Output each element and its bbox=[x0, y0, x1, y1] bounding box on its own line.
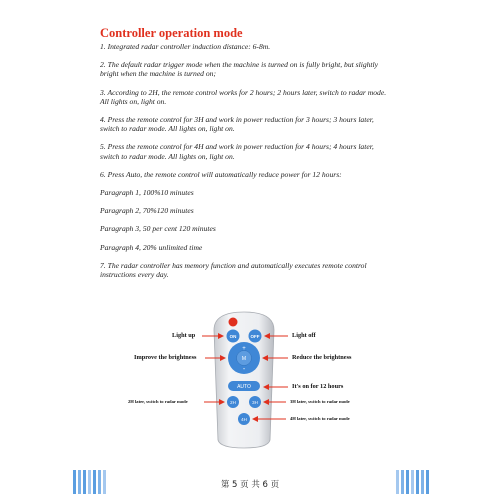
off-button-label: OFF bbox=[250, 334, 260, 339]
label-light-up: Light up bbox=[172, 332, 196, 339]
indicator-led bbox=[229, 318, 238, 327]
paragraph: 6. Press Auto, the remote control will automatically reduce power for 12 hours: bbox=[100, 169, 342, 179]
auto-label: AUTO bbox=[237, 384, 251, 390]
page-title: Controller operation mode bbox=[100, 26, 243, 40]
paragraph: Paragraph 4, 20% unlimited time bbox=[100, 242, 203, 252]
label-light-off: Light off bbox=[292, 332, 316, 339]
paragraph: 2. The default radar trigger mode when the machine is turned on is fully bright, but slightly bright when the machine is turned on; bbox=[100, 60, 378, 79]
label-2h-later: 2H later, switch to radar mode bbox=[128, 399, 188, 404]
page-number: 第 5 页 共 6 页 bbox=[220, 480, 280, 490]
2h-label: 2H bbox=[230, 400, 236, 405]
paragraph: 4. Press the remote control for 3H and work in power reduction for 3 hours; 3 hours later, switch to radar mode. All lights on, light on. bbox=[100, 115, 374, 134]
remote-body bbox=[214, 312, 274, 448]
paragraph: Paragraph 1, 100%10 minutes bbox=[100, 188, 194, 198]
paragraph: 3. According to 2H, the remote control works for 2 hours; 2 hours later, switch to radar mode. All lights on, light on. bbox=[100, 87, 387, 106]
label-improve-brightness: Improve the brightness bbox=[134, 354, 197, 361]
on-button-label: ON bbox=[229, 334, 237, 339]
paragraph: 7. The radar controller has memory function and automatically executes remote control instructions every day. bbox=[100, 260, 367, 280]
paragraph: Paragraph 2, 70%120 minutes bbox=[100, 206, 194, 216]
4h-label: 4H bbox=[241, 417, 247, 422]
label-4h-later: 4H later, switch to radar mode bbox=[290, 416, 350, 421]
minus-label: - bbox=[242, 366, 246, 373]
label-12-hours: It's on for 12 hours bbox=[292, 383, 344, 390]
paragraph: 1. Integrated radar controller induction distance: 6-8m. bbox=[100, 42, 271, 51]
label-reduce-brightness: Reduce the brightness bbox=[292, 354, 352, 361]
plus-label: + bbox=[242, 346, 246, 352]
paragraph: 5. Press the remote control for 4H and work in power reduction for 4 hours; 4 hours later, switch to radar mode. All lights on, light on. bbox=[100, 142, 374, 161]
label-3h-later: 3H later, switch to radar mode bbox=[290, 399, 350, 404]
m-label: M bbox=[241, 356, 247, 362]
3h-label: 3H bbox=[252, 400, 258, 405]
paragraph: Paragraph 3, 50 per cent 120 minutes bbox=[100, 224, 216, 234]
